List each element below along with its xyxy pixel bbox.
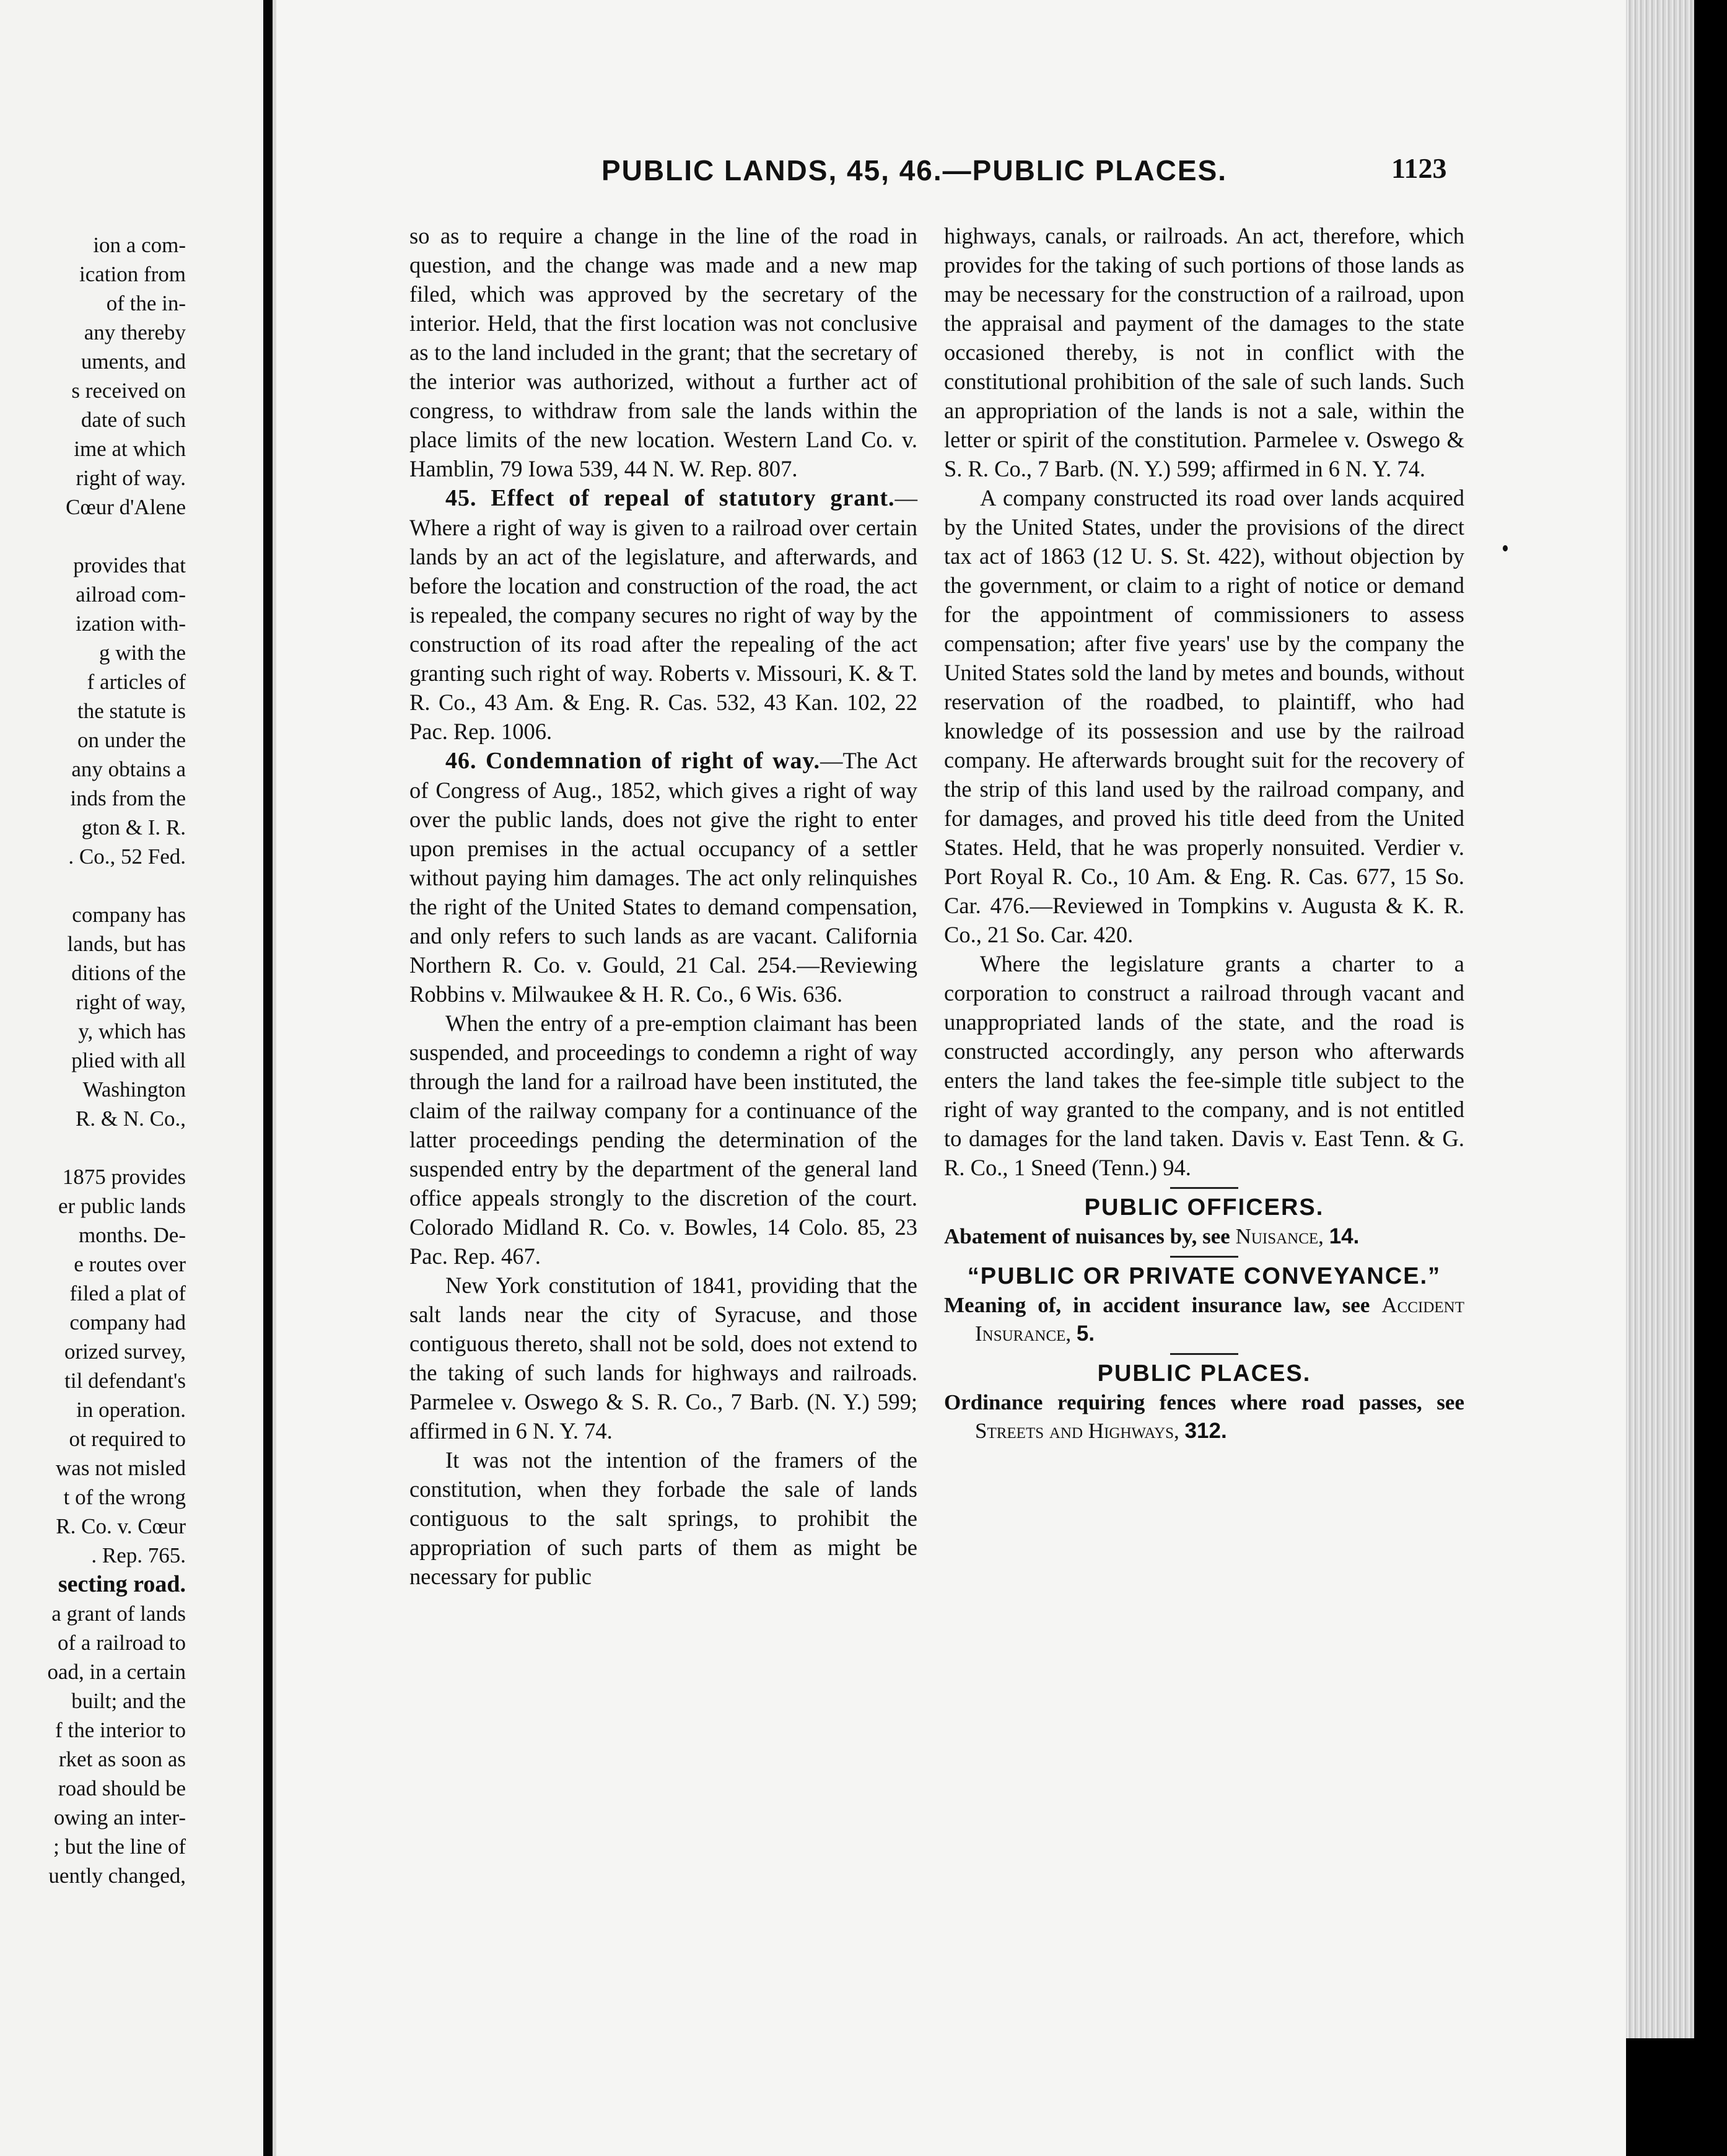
section-46 [409,746,917,1009]
text-line: R. Co. v. Cœur [56,1514,186,1538]
line-gap [0,522,186,551]
section-text: —The Act of Congress of Aug., 1852, which gives a right of way over the public lands, does not give the right to enter upon premises in the actual occupancy of a settler without paying him damages. The act only relinquishes the right of the United States to demand compensation, and only refers to such lands as are vacant. California Northern R. Co. v. Gould, 21 Cal. 254.—Reviewing Robbins v. Milwaukee & H. R. Co., 6 Wis. 636. [409,748,918,1007]
section-45 [409,483,917,746]
section-heading: 45. Effect of repeal of statutory grant. [445,485,895,511]
text-line: owing an inter- [53,1805,186,1830]
text-line: e routes over [74,1252,186,1276]
text-line: til defendant's [64,1369,186,1393]
text-line: uments, and [81,349,186,374]
text-line: secting road. [58,1571,186,1597]
page-number: 1123 [1391,152,1447,184]
section-text: —Where a right of way is given to a railroad over certain lands by an act of the legislature, and afterwards, and before the location and construction of the road, the act is repealed, the company secures no right of way by the construction of its road after the repealing of the act granting such right of way. Roberts v. Missouri, K. & T. R. Co., 43 Am. & Eng. R. Cas. 532, 43 Kan. 102, 22 Pac. Rep. 1006. [409,485,917,744]
text-line: Cœur d'Alene [66,495,186,519]
text-line: ization with- [76,611,186,636]
section-heading: 46. Condemnation of right of way. [445,748,820,774]
text-line: t of the wrong [63,1485,186,1509]
text-line: 1875 provides [62,1165,186,1189]
column-right [944,221,1464,1445]
text-line: the statute is [77,699,186,723]
text-line: orized survey, [64,1339,186,1364]
paragraph: It was not the intention of the framers of the constitution, when they forbade the sale of lands contiguous to the salt springs, to prohibit the appropriation of such parts of them as might be necessary for public [409,1447,917,1589]
text-line: y, which has [78,1019,186,1043]
paragraph: highways, canals, or railroads. An act, therefore, which provides for the taking of such portions of those lands as may be necessary for the construction of a railroad, upon the appraisal and payment of the damages to the state occasioned thereby, is not in conflict with the constitutional prohibition of the sale of such lands. Such an appropriation of the lands is not a sale, within the letter or spirit of the constitution. Parmelee v. Oswego & S. R. Co., 7 Barb. (N. Y.) 599; affirmed in 6 N. Y. 74. [944,223,1464,481]
text-line: company has [72,903,186,927]
heading-rule [1170,1256,1238,1258]
title-public-places: PUBLIC PLACES. [1097,1361,1311,1387]
text-line: right of way, [76,990,186,1014]
facing-page-text [0,230,186,1890]
text-line: ication from [79,262,186,286]
text-line: on under the [77,728,186,752]
text-line: f the interior to [55,1718,186,1742]
text-line: rket as soon as [58,1747,186,1771]
text-line: ion a com- [93,233,186,257]
heading-rule [1170,1187,1238,1189]
facing-page-left [0,0,263,2156]
text-line: plied with all [71,1048,186,1072]
text-line: ditions of the [71,961,186,985]
heading-rule [1170,1353,1238,1355]
cross-reference: Accident Insurance, [975,1293,1464,1346]
paragraph: A company constructed its road over lands acquired by the United States, under the provisions of the direct tax act of 1863 (12 U. S. St. 422), without objection by the government, or claim to a right of notice or demand for the appointment of commissioners to assess compensation; after five years' use by the company the United States sold the land by metes and bounds, without reservation of the roadbed, to plaintiff, who had knowledge of its possession and use by the railroad company. He afterwards brought suit for the recovery of the strip of this land used by the railroad company, and for damages, and proved his title deed from the United States. Held, that he was properly nonsuited. Verdier v. Port Royal R. Co., 10 Am. & Eng. R. Cas. 677, 15 So. Car. 476.—Reviewed in Tompkins v. Augusta & K. R. Co., 21 So. Car. 420. [944,485,1464,947]
text-line: date of such [81,408,186,432]
page-1123 [273,0,1630,2156]
ink-speck [1503,545,1508,551]
text-line: ; but the line of [53,1834,186,1859]
index-entry: Ordinance requiring fences where road passes, see Streets and Highways, 312. [944,1390,1464,1443]
text-line: road should be [58,1776,186,1800]
line-gap [0,871,186,900]
text-line: inds from the [70,786,186,810]
text-line: filed a plat of [69,1281,186,1305]
paragraph: Where the legislature grants a charter to a corporation to construct a railroad through vacant and unappropriated lands of the state, and the road is constructed accordingly, any person who afterwards enters the land takes the fee-simple title subject to the right of way granted to the company, and is not entitled to damages for the land taken. Davis v. East Tenn. & G. R. Co., 1 Sneed (Tenn.) 94. [944,951,1464,1180]
text-line: oad, in a certain [47,1660,186,1684]
paragraph: When the entry of a pre-emption claimant has been suspended, and proceedings to condemn a right of way through the land for a railroad have been instituted, the claim of the railway company for a continuance of the latter proceedings pending the determination of the suspended entry by the department of the general land office appeals strongly to the discretion of the court. Colorado Midland R. Co. v. Bowles, 14 Colo. 85, 23 Pac. Rep. 467. [409,1010,917,1269]
text-line: was not misled [56,1456,186,1480]
text-line: R. & N. Co., [76,1106,186,1131]
cross-reference: Nuisance, [1235,1224,1324,1248]
text-line: f articles of [87,670,186,694]
line-gap [0,1133,186,1162]
text-line: uently changed, [48,1864,186,1888]
scan-background [1626,2038,1727,2156]
text-line: ot required to [69,1427,186,1451]
cross-reference: Streets and Highways, [975,1419,1179,1443]
paragraph: New York constitution of 1841, providing that the salt lands near the city of Syracuse, and those contiguous thereto, shall not be sold, does not extend to the taking of such lands for highways and railroads. Parmelee v. Oswego & S. R. Co., 7 Barb. (N. Y.) 599; affirmed in 6 N. Y. 74. [409,1273,917,1444]
text-line: of the in- [106,291,186,315]
text-line: of a railroad to [58,1631,186,1655]
index-entry: Abatement of nuisances by, see Nuisance, 14. [944,1224,1360,1248]
text-line: Washington [82,1077,186,1102]
text-line: any thereby [84,320,186,344]
text-line: ime at which [74,437,186,461]
text-line: right of way. [76,466,186,490]
text-line: . Co., 52 Fed. [68,844,186,869]
text-line: gton & I. R. [81,815,186,839]
text-line: company had [69,1310,186,1334]
text-line: . Rep. 765. [91,1543,186,1567]
text-line: any obtains a [71,757,186,781]
text-line: months. De- [78,1223,186,1247]
text-line: a grant of lands [51,1602,186,1626]
index-entry: Meaning of, in accident insurance law, see Accident Insurance, 5. [944,1293,1464,1346]
paragraph: so as to require a change in the line of the road in question, and the change was made and a new map filed, which was approved by the secretary of the interior. Held, that the first location was not conclusive as to the land included in the grant; that the secretary of the interior was authorized, without a further act of congress, to withdraw from sale the lands within the place limits of the new location. Western Land Co. v. Hamblin, 79 Iowa 539, 44 N. W. Rep. 807. [409,223,917,481]
text-line: ailroad com- [76,582,186,607]
scan-background [1694,0,1727,2038]
text-line: s received on [71,379,186,403]
column-left [409,221,917,1591]
text-line: built; and the [71,1689,186,1713]
text-line: provides that [73,553,186,577]
running-head: PUBLIC LANDS, 45, 46.—PUBLIC PLACES. [601,154,1228,186]
title-public-or-private-conveyance: “PUBLIC OR PRIVATE CONVEYANCE.” [967,1263,1441,1289]
title-public-officers: PUBLIC OFFICERS. [1084,1194,1324,1220]
text-line: g with the [99,641,186,665]
text-line: er public lands [58,1194,186,1218]
text-line: in operation. [76,1398,186,1422]
text-line: lands, but has [67,932,186,956]
page-edges [1626,0,1694,2038]
